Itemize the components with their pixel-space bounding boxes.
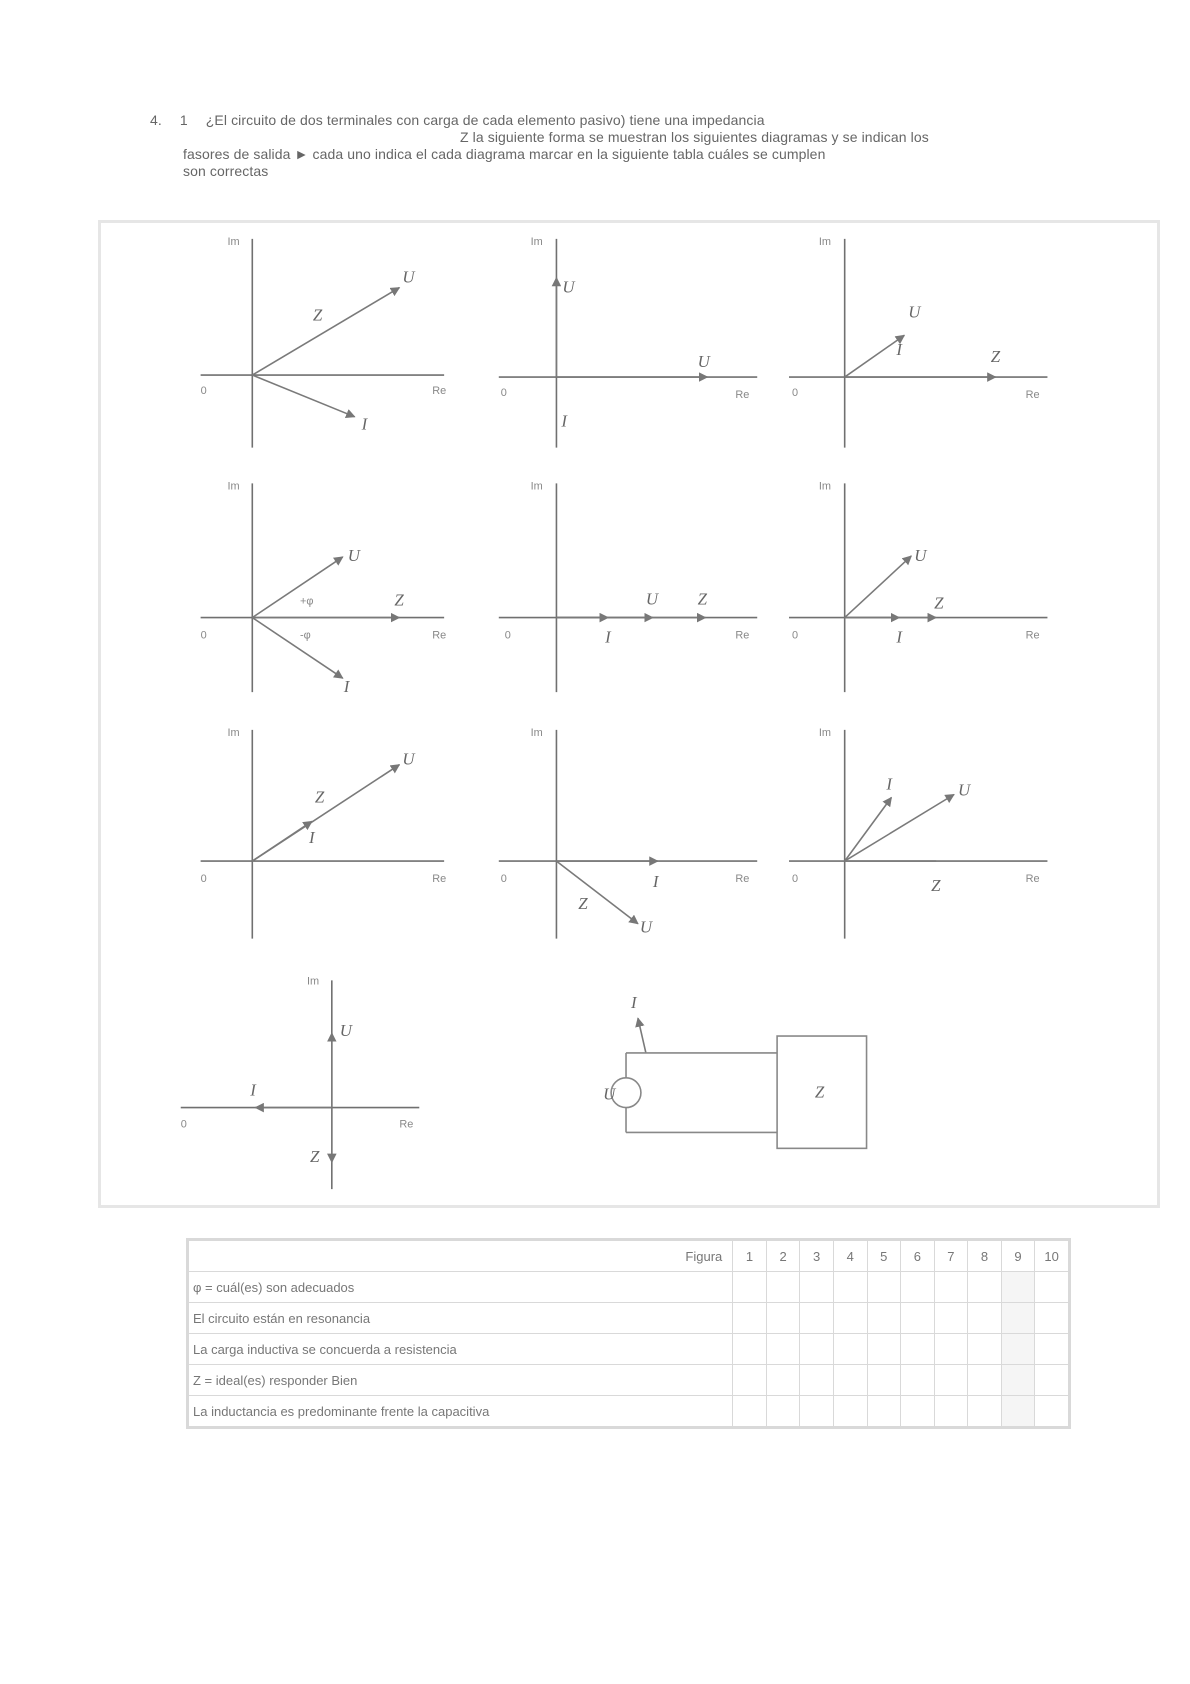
- angle-positive: +φ: [300, 595, 314, 608]
- answer-cell[interactable]: [968, 1365, 1002, 1396]
- answer-cell[interactable]: [934, 1303, 968, 1334]
- diagram-2: [499, 236, 757, 448]
- imag-axis-label: Im: [530, 480, 543, 493]
- label-z: Z: [309, 1147, 320, 1167]
- table-corner-label: Figura: [188, 1240, 733, 1272]
- table-header-row: [188, 1240, 1070, 1272]
- origin-label: 0: [180, 1118, 187, 1131]
- question-number: 4.: [150, 112, 162, 128]
- answer-cell[interactable]: [968, 1396, 1002, 1428]
- phasor-diagrams: [101, 223, 1157, 1205]
- circuit-voltage-label: U: [603, 1084, 616, 1104]
- table-row: [188, 1303, 1070, 1334]
- real-axis-label: Re: [432, 384, 447, 397]
- answer-cell[interactable]: [1001, 1396, 1035, 1428]
- label-i: I: [250, 1080, 256, 1100]
- circuit-impedance-label: Z: [814, 1082, 825, 1102]
- vector-u: [252, 288, 399, 375]
- answer-cell[interactable]: [833, 1365, 867, 1396]
- label-ul: U: [562, 277, 575, 297]
- label-z: Z: [394, 590, 404, 610]
- answer-cell[interactable]: [968, 1334, 1002, 1365]
- vector-u: [556, 861, 638, 924]
- label-z: Z: [931, 875, 941, 895]
- answer-cell[interactable]: [1035, 1303, 1070, 1334]
- diagram-3: [789, 236, 1047, 448]
- column-header: 8: [968, 1240, 1002, 1272]
- answer-cell[interactable]: [766, 1365, 800, 1396]
- question-line-1: ¿El circuito de dos terminales con carga de cada elemento pasivo) tiene una impedancia: [205, 112, 765, 128]
- real-axis-label: Re: [735, 629, 750, 642]
- row-label: Z = ideal(es) responder Bien: [188, 1365, 733, 1396]
- origin-label: 0: [504, 629, 511, 642]
- answer-cell[interactable]: [733, 1396, 767, 1428]
- answer-cell[interactable]: [867, 1334, 901, 1365]
- label-u: U: [645, 589, 659, 609]
- answer-cell[interactable]: [867, 1365, 901, 1396]
- circuit-current-label: I: [630, 993, 637, 1013]
- origin-label: 0: [200, 629, 207, 642]
- imag-axis-label: Im: [306, 975, 320, 988]
- origin-label: 0: [792, 872, 799, 885]
- label-u: U: [957, 780, 971, 800]
- column-header: 6: [901, 1240, 935, 1272]
- label-z: Z: [578, 893, 588, 913]
- label-z: Z: [697, 589, 707, 609]
- label-i: I: [652, 871, 659, 891]
- label-z: Z: [990, 347, 1001, 367]
- answer-cell[interactable]: [1001, 1272, 1035, 1303]
- real-axis-label: Re: [1025, 872, 1040, 885]
- label-i: I: [308, 828, 315, 848]
- real-axis-label: Re: [432, 872, 447, 885]
- label-u: U: [402, 749, 415, 769]
- answer-cell[interactable]: [901, 1334, 935, 1365]
- real-axis-label: Re: [1025, 629, 1040, 642]
- column-header: 10: [1035, 1240, 1070, 1272]
- vector-i: [845, 335, 905, 377]
- answer-cell[interactable]: [766, 1334, 800, 1365]
- diagram-9: [789, 727, 1047, 939]
- column-header: 5: [867, 1240, 901, 1272]
- origin-label: 0: [200, 384, 207, 397]
- label-i: I: [343, 677, 350, 697]
- question-sub-number: 1: [179, 112, 188, 128]
- answer-cell[interactable]: [901, 1303, 935, 1334]
- answer-cell[interactable]: [901, 1396, 935, 1428]
- vector-u: [845, 556, 912, 618]
- label-i: I: [886, 774, 893, 794]
- diagram-6: [789, 480, 1047, 692]
- label-u: U: [914, 545, 927, 565]
- imag-axis-label: Im: [530, 726, 543, 739]
- answer-cell[interactable]: [934, 1365, 968, 1396]
- answer-cell[interactable]: [934, 1334, 968, 1365]
- answer-cell[interactable]: [766, 1396, 800, 1428]
- answer-cell[interactable]: [934, 1396, 968, 1428]
- answer-cell[interactable]: [800, 1334, 834, 1365]
- diagram-10: [181, 975, 420, 1189]
- vector-i: [252, 375, 354, 417]
- row-label: La carga inductiva se concuerda a resistencia: [188, 1334, 733, 1365]
- question-line-2: Z la siguiente forma se muestran los siguientes diagramas y se indican los: [460, 129, 929, 145]
- answer-cell[interactable]: [733, 1365, 767, 1396]
- origin-label: 0: [500, 872, 507, 885]
- answer-cell[interactable]: [901, 1272, 935, 1303]
- column-header: 7: [934, 1240, 968, 1272]
- answer-cell[interactable]: [766, 1303, 800, 1334]
- answer-cell[interactable]: [1035, 1365, 1070, 1396]
- label-z: Z: [934, 593, 944, 613]
- figure-panel: [98, 220, 1160, 1208]
- real-axis-label: Re: [1025, 388, 1040, 401]
- question-heading: [150, 112, 1135, 129]
- table-row: [188, 1334, 1070, 1365]
- column-header: 2: [766, 1240, 800, 1272]
- table-row: [188, 1365, 1070, 1396]
- answer-cell[interactable]: [1035, 1396, 1070, 1428]
- answer-cell[interactable]: [1001, 1334, 1035, 1365]
- origin-label: 0: [500, 386, 507, 399]
- label-u: U: [339, 1021, 352, 1041]
- diagram-1: [201, 236, 447, 448]
- row-label: φ = cuál(es) son adecuados: [188, 1272, 733, 1303]
- answer-cell[interactable]: [733, 1303, 767, 1334]
- circuit-diagram: [603, 993, 866, 1148]
- answer-cell[interactable]: [1035, 1334, 1070, 1365]
- row-label: La inductancia es predominante frente la capacitiva: [188, 1396, 733, 1428]
- answer-cell[interactable]: [968, 1303, 1002, 1334]
- table-row: [188, 1396, 1070, 1428]
- imag-axis-label: Im: [227, 726, 240, 739]
- column-header: 3: [800, 1240, 834, 1272]
- diagram-8: [499, 727, 757, 939]
- imag-axis-label: Im: [818, 235, 831, 248]
- diagram-4: [201, 480, 447, 696]
- column-header: 1: [733, 1240, 767, 1272]
- imag-axis-label: Im: [227, 480, 240, 493]
- label-u: U: [697, 352, 710, 372]
- answer-cell[interactable]: [833, 1334, 867, 1365]
- label-z: Z: [312, 305, 323, 325]
- answer-cell[interactable]: [968, 1272, 1002, 1303]
- answer-cell[interactable]: [901, 1365, 935, 1396]
- column-header: 9: [1001, 1240, 1035, 1272]
- real-axis-label: Re: [399, 1118, 414, 1131]
- answer-table: [186, 1238, 1071, 1429]
- origin-label: 0: [792, 386, 799, 399]
- answer-cell[interactable]: [867, 1272, 901, 1303]
- answer-cell[interactable]: [867, 1303, 901, 1334]
- real-axis-label: Re: [432, 629, 447, 642]
- answer-cell[interactable]: [833, 1272, 867, 1303]
- real-axis-label: Re: [735, 388, 750, 401]
- vector-i: [252, 821, 312, 861]
- answer-cell[interactable]: [766, 1272, 800, 1303]
- imag-axis-label: Im: [530, 235, 543, 248]
- imag-axis-label: Im: [227, 235, 240, 248]
- current-arrow: [638, 1018, 646, 1053]
- answer-cell[interactable]: [833, 1396, 867, 1428]
- answer-cell[interactable]: [733, 1272, 767, 1303]
- column-header: 4: [833, 1240, 867, 1272]
- label-i: I: [896, 340, 902, 360]
- answer-cell[interactable]: [833, 1303, 867, 1334]
- answer-cell[interactable]: [733, 1334, 767, 1365]
- answer-cell[interactable]: [800, 1365, 834, 1396]
- voltage-source: [611, 1078, 641, 1108]
- answer-cell[interactable]: [1035, 1272, 1070, 1303]
- question-text: [150, 112, 1135, 180]
- label-u: U: [908, 302, 921, 322]
- diagram-7: [201, 727, 447, 939]
- real-axis-label: Re: [735, 872, 750, 885]
- imag-axis-label: Im: [818, 726, 831, 739]
- label-i: I: [896, 627, 902, 647]
- imag-axis-label: Im: [818, 480, 831, 493]
- vector-i: [252, 618, 342, 679]
- answer-cell[interactable]: [800, 1272, 834, 1303]
- row-label: El circuito están en resonancia: [188, 1303, 733, 1334]
- answer-cell[interactable]: [1001, 1303, 1035, 1334]
- vector-u: [252, 557, 342, 618]
- angle-negative: -φ: [300, 629, 311, 642]
- answer-cell[interactable]: [934, 1272, 968, 1303]
- label-u: U: [347, 545, 360, 565]
- diagram-5: [499, 480, 757, 692]
- origin-label: 0: [200, 872, 207, 885]
- answer-cell[interactable]: [1001, 1365, 1035, 1396]
- answer-cell[interactable]: [867, 1396, 901, 1428]
- label-z: Z: [314, 787, 325, 807]
- question-line-3: fasores de salida ► cada uno indica el cada diagrama marcar en la siguiente tabla cuáles se cumplen: [183, 146, 826, 162]
- origin-label: 0: [792, 629, 799, 642]
- vector-u: [845, 795, 954, 862]
- answer-cell[interactable]: [800, 1396, 834, 1428]
- label-i: I: [605, 627, 611, 647]
- question-line-4: son correctas: [183, 163, 269, 179]
- answer-cell[interactable]: [800, 1303, 834, 1334]
- label-u: U: [402, 267, 415, 287]
- table-row: [188, 1272, 1070, 1303]
- label-i: I: [561, 411, 568, 431]
- label-i: I: [361, 414, 368, 434]
- vector-i: [845, 797, 892, 861]
- label-u: U: [639, 917, 653, 937]
